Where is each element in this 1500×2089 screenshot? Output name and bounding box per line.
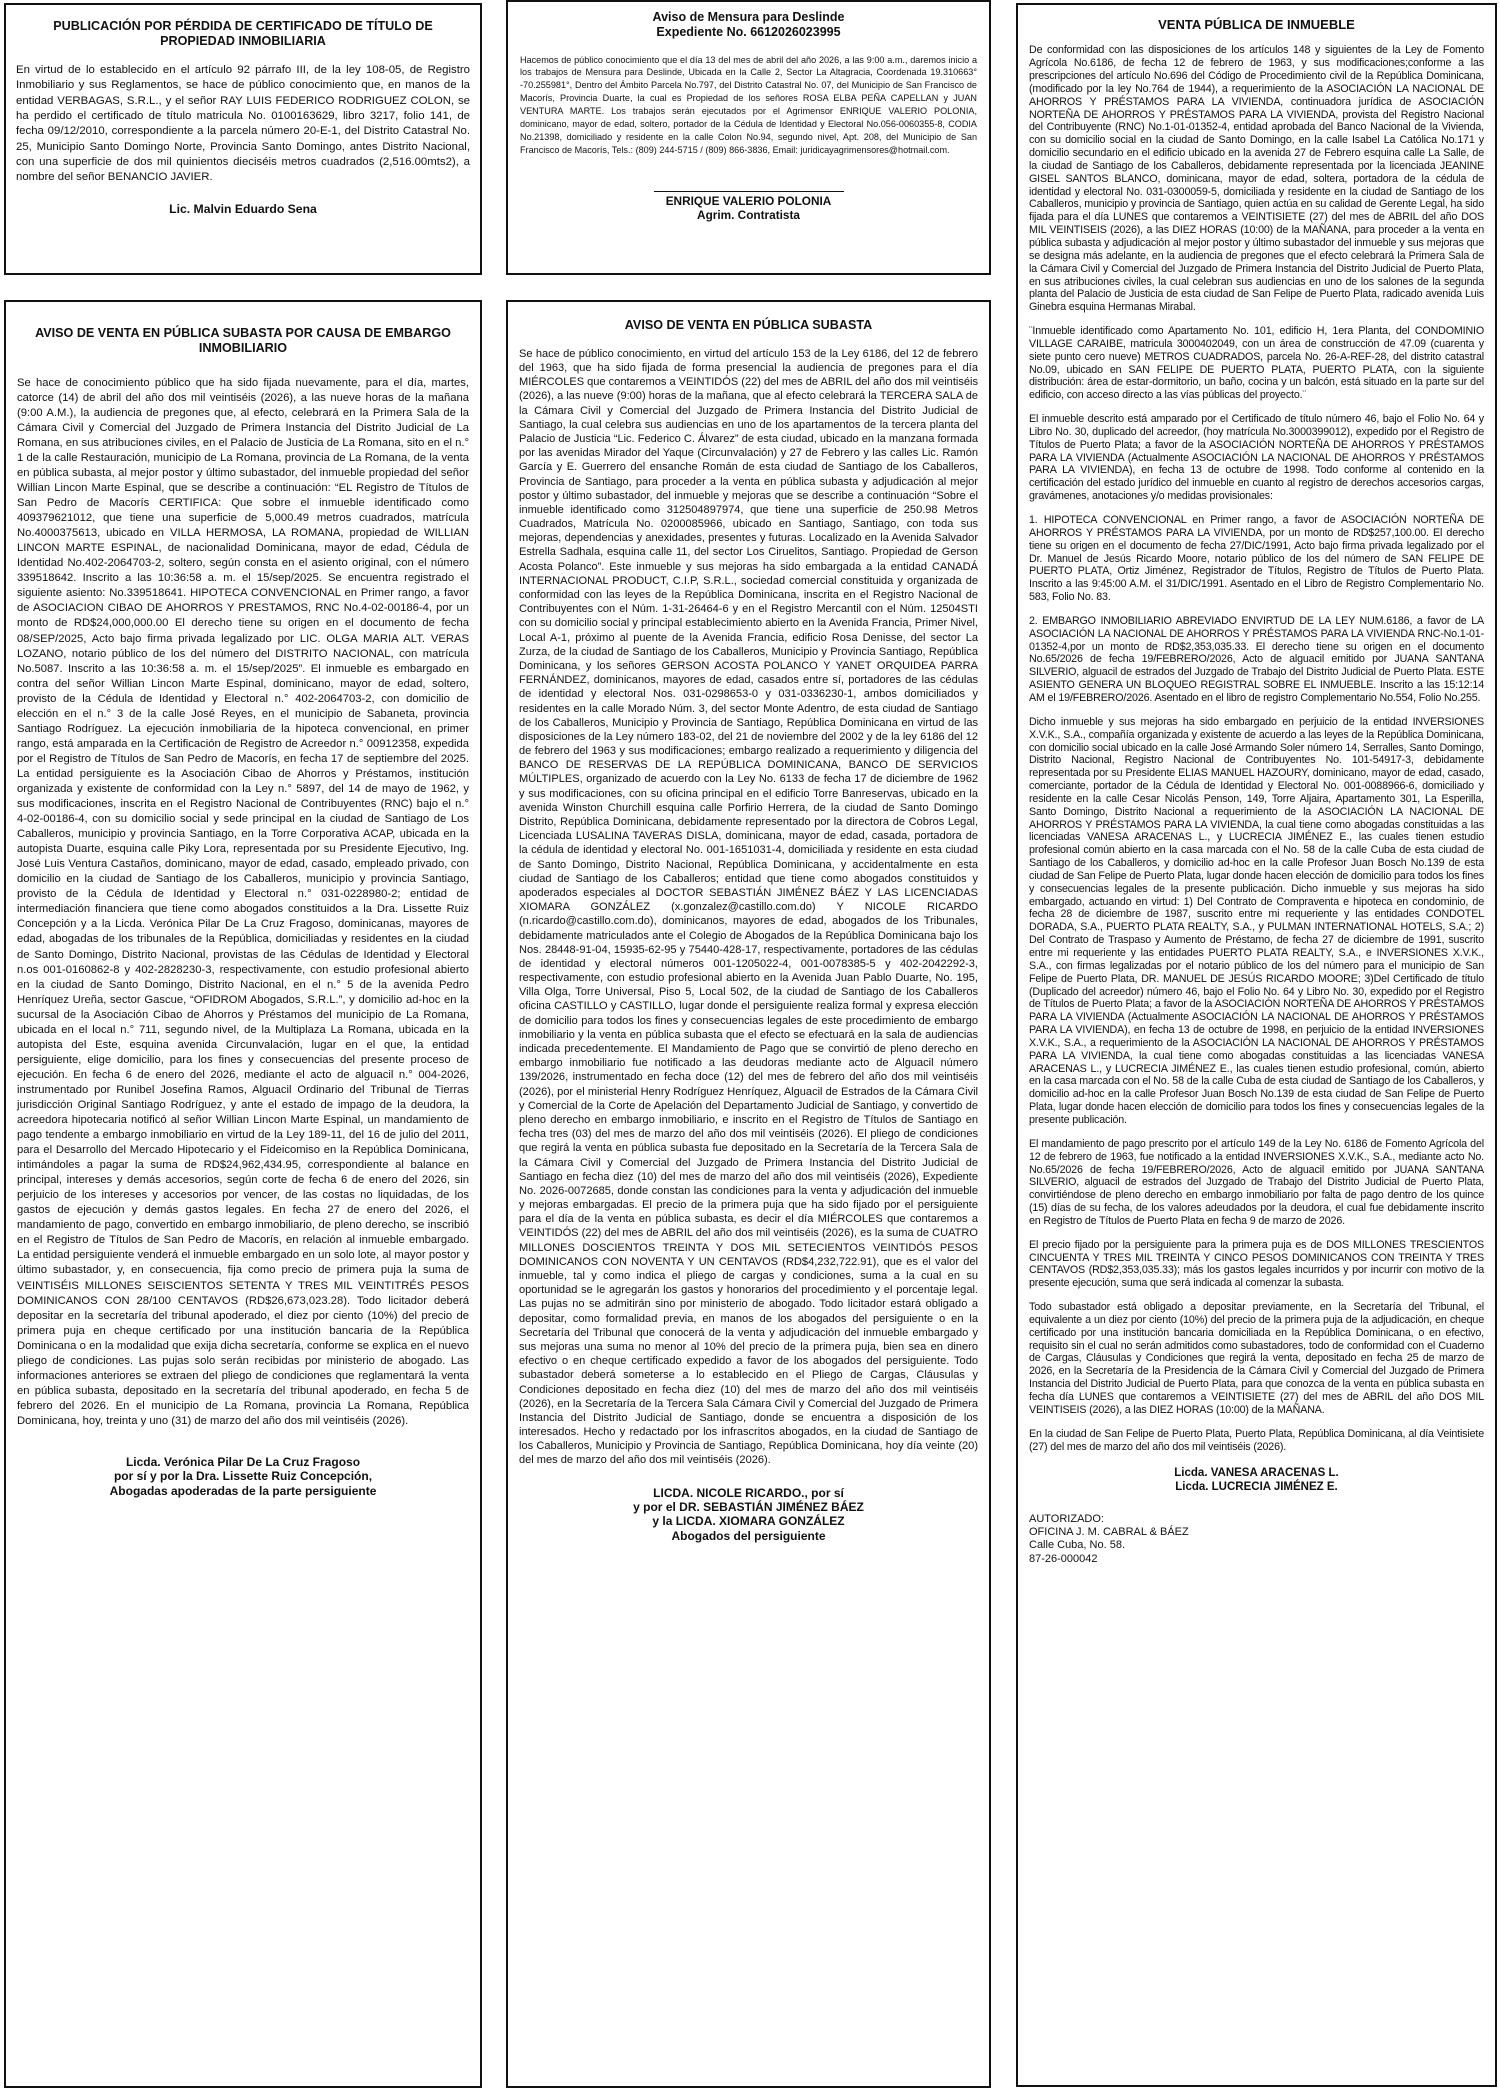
signature-name: Licda. VANESA ARACENAS L. <box>1174 1467 1339 1480</box>
notice-public-auction <box>506 300 991 2088</box>
paragraph: Todo subastador está obligado a depositar previamente, en la Secretaría del Tribunal, el equivalente a un diez por ciento (10%) del precio de la primera puja de la adjudicación, en cheque certificado por una institución bancaria domiciliada en la República Dominicana, o en efectivo, requisito sin el cual no serán admitidos como subastadores, todo de conformidad con el Cuaderno de Cargas, Cláusulas y Condiciones que regirá la venta, depositado en fecha 25 de marzo de 2026, en la Secretaría de la Presidencia de la Cámara Civil y Comercial del Juzgado de Primera Instancia del Distrito Judicial de Puerto Plata, para que conozca de la venta en pública subasta en fecha día LUNES que contaremos a VEINTISIETE (27) del mes de ABRIL del año DOS MIL VEINTISEIS (2026), a las DIEZ HORAS (10:00) de la MAÑANA. <box>1029 1301 1484 1416</box>
paragraph: 1. HIPOTECA CONVENCIONAL en Primer rango, a favor de ASOCIACIÓN NORTEÑA DE AHORROS Y PRÉSTAMOS PARA LA VIVIENDA, por un monto de RD$257,100.00. El derecho tiene su origen en el documento de fecha 27/DIC/1991, Acto bajo firma privada legalizado por el Dr. Manuel de Jesús Ricardo Moore, notario público de los del número de SAN FELIPE DE PUERTO PLATA, Ortiz Jiménez, Registrador de Títulos, Registro de Títulos de Puerto Plata. Inscrito a las 9:45:00 A.M. el 31/DIC/1991. Asentado en el Libro de Registro Complementario No. 583, Folio No. 83. <box>1029 514 1484 604</box>
signature: Lic. Malvin Eduardo Sena <box>169 201 317 216</box>
paragraph: ¨Inmueble identificado como Apartamento No. 101, edificio H, 1era Planta, del CONDOMINIO VILLAGE CARAIBE, matricula 3000402049, con un área de construcción de 47.09 (cuarenta y siete punto cero nueve) METROS CUADRADOS, parcela No. 26-A-REF-28, del distrito catastral No.09, ubicado en SAN FELIPE DE PUERTO PLATA, PUERTO PLATA, con la siguiente distribución: área de estar-dormitorio, un baño, cocina y un balcón, está situado en la parte sur del edificio, con acceso directo a las vías públicas del proyecto.¨ <box>1029 325 1484 402</box>
address-line: 87-26-000042 <box>1029 1552 1098 1565</box>
signature-line: y la LICDA. XIOMARA GONZÁLEZ <box>652 1514 845 1529</box>
notice-body: Se hace de conocimiento público que ha sido fijada nuevamente, para el día, martes, catorce (14) de abril del año dos mil veintiséis (2026), a las nueve horas de la mañana (9:00 A.M.), la audiencia de pregones que, al efecto, celebrará en la Primera Sala de la Cámara Civil y Comercial del Juzgado de Primera Instancia del Distrito Judicial de La Romana, en sus atribuciones civiles, en el Palacio de Justicia de La Romana, sito en el n.° 1 de la calle Restauración, municipio de La Romana, provincia de La Romana, de la venta en pública subasta, al mejor postor y último subastador, del inmueble propiedad del señor Willian Lincon Marte Espinal, que se describe a continuación: “EL Registro de Títulos de San Pedro de Macorís CERTIFICA: Que sobre el inmueble identificado como 409379621012, que tiene una superficie de 5,000.49 metros cuadrados, matrícula No.4000375613, ubicado en VILLA HERMOSA, LA ROMANA, propiedad de WILLIAN LINCON MARTE ESPINAL, de nacionalidad Dominicana, mayor de edad, Cédula de Identidad No.402-2064703-2, soltero, según consta en el asiento original, con el número 339518642. Inscrito a las 10:36:58 a. m. el 15/sep/2025. Se encuentra registrado el siguiente asiento: No.339518641. HIPOTECA CONVENCIONAL en Primer rango, a favor de ASOCIACION CIBAO DE AHORROS Y PRESTAMOS, RNC No.4-02-00186-4, por un monto de RD$24,000,000.00 El derecho tiene su origen en el documento de fecha 08/SEP/2025, Acto bajo firma privada legalizado por LIC. OLGA MARIA ALT. VERAS LOZANO, notario público de los del número del DISTRITO NACIONAL, con matrícula No.5087. Inscrito a las 10:36:58 a. m. el 15/sep/2025”. El inmueble es embargado en contra del señor Willian Lincon Marte Espinal, dominicano, mayor de edad, soltero, provisto de la Cédula de Identidad y Electoral n.° 402-2064703-2, con domicilio de elección en el n.° 3 de la calle José Reyes, en el municipio de Sabaneta, provincia Santiago Rodríguez. La ejecución inmobiliaria de la hipoteca convencional, en primer rango, está amparada en la Certificación de Registro de Acreedor n.° 00912358, expedida por el Registro de Títulos de San Pedro de Macorís, en fecha 17 de septiembre del 2025. La entidad persiguiente es la Asociación Cibao de Ahorros y Préstamos, institución organizada y existente de conformidad con la Ley n.° 5897, del 14 de mayo de 1962, y sus modificaciones, inscrita en el Registro Nacional de Contribuyentes (RNC) bajo el n.° 4-02-00186-4, con su domicilio social y sede principal en la ciudad de Santiago de Los Caballeros, municipio y provincia Santiago, en la Torre Corporativa ACAP, ubicada en la autopista Duarte, esquina calle Piky Lora, representada por su Presidente Ejecutivo, Ing. José Luis Ventura Castaños, dominicano, mayor de edad, casado, empleado privado, con domicilio en la ciudad de Santiago de los Caballeros, municipio y provincia Santiago, provisto de la Cédula de Identidad y Electoral n.° 031-0228980-2; entidad de intermediación financiera que tiene como abogados constituidos a la Dra. Lissette Ruiz Concepción y a la Licda. Verónica Pilar De La Cruz Fragoso, dominicanas, mayores de edad, abogadas de los tribunales de la República, domiciliadas y residentes en la ciudad de Santo Domingo, Distrito Nacional, provistas de las Cédulas de Identidad y Electoral n.os 001-0160862-8 y 402-2828230-3, respectivamente, con estudio profesional abierto en la ciudad de Santo Domingo, Distrito Nacional, en el n.° 5 de la avenida Pedro Henríquez Ureña, sector Gascue, “OFIDROM Abogados, S.R.L.”, y domicilio ad-hoc en la sucursal de la Asociación Cibao de Ahorros y Préstamos del municipio de La Romana, ubicada en el local n.° 711, segundo nivel, de la Multiplaza La Romana, ubicada en la autopista del Este, esquina avenida Circunvalación, lugar en el que, la entidad persiguiente, elige domicilio, para los fines y consecuencias del presente proceso de ejecución. En fecha 6 de enero del 2026, mediante el acto de alguacil n.° 004-2026, instrumentado por Runibel Josefina Ramos, Alguacil Ordinario del Tribunal de Tierras jurisdicción Original Santiago Rodríguez, y ante el estado de impago de la deudora, la acreedora hipotecaria notificó al señor Willian Lincon Marte Espinal, un mandamiento de pago tendente a embargo inmobiliario en virtud de la Ley 189-11, del 16 de julio del 2011, para el Desarrollo del Mercado Hipotecario y el Fideicomiso en la República Dominicana, intimándoles a pagar la suma de RD$24,962,434.95, correspondiente al balance en principal, intereses y demás accesorios, según corte de fecha 6 de enero del 2026, sin perjuicio de los intereses y accesorios por vencer, de las costas no liquidadas, de los gastos de ejecución y demás gastos legales. En fecha 27 de enero del 2026, el mandamiento de pago, convertido en embargo inmobiliario, de pleno derecho, se inscribió en el Registro de Títulos de San Pedro de Macorís, en relación al inmueble embargado. La entidad persiguiente venderá el inmueble embargado en un solo lote, al mayor postor y último subastador, y, en consecuencia, fija como precio de primera puja la suma de VEINTISÉIS MILLONES SEISCIENTOS SETENTA Y TRES MIL VEINTITRÉS PESOS DOMINICANOS CON 28/100 CENTAVOS (RD$26,673,023.28). Todo licitador deberá depositar en la secretaría del tribunal apoderado, el diez por ciento (10%) del precio de primera puja en cheque certificado por una institución bancaria de la República Dominicana o en la modalidad que exija dicha secretaría, conforme se explica en el nuevo pliego de condiciones. Las pujas solo serán recibidas por ministerio de abogado. Las informaciones anteriores se extraen del pliego de condiciones que reglamentará la venta en pública subasta, depositado en la secretaría del tribunal apoderado, en fecha 5 de febrero del 2026. En el municipio de La Romana, provincia La Romana, República Dominicana, hoy, treinta y uno (31) de marzo del año dos mil veintiséis (2026). <box>17 376 469 1427</box>
authorized-office <box>1029 1513 1484 1566</box>
notice-title: PUBLICACIÓN POR PÉRDIDA DE CERTIFICADO DE TÍTULO DE PROPIEDAD INMOBILIARIA <box>53 19 433 48</box>
notice-title <box>520 10 977 40</box>
signature-name: ENRIQUE VALERIO POLONIA <box>665 193 832 208</box>
paragraph: 2. EMBARGO INMOBILIARIO ABREVIADO ENVIRTUD DE LA LEY NUM.6186, a favor de LA ASOCIACIÓN LA NACIONAL DE AHORROS Y PRÉSTAMOS PARA LA VIVIENDA RNC-No.1-01-01352-4,por un monto de RD$2,353,035.33. El derecho tiene su origen en el documento No.65/2026 de fecha 19/FEBRERO/2026, Acto de alguacil emitido por JUANA SANTANA SILVERIO, alguacil de estrados del Juzgado de Trabajo del Distrito Judicial de Puerto Plata. ESTE ASIENTO GENERA UN BLOQUEO REGISTRAL SOBRE EL INMUEBLE. Inscrito a las 15:12:14 AM el 19/FEBRERO/2026. Asentado en el libro de registro Complementario No.554, Folio No.255. <box>1029 614 1484 704</box>
paragraph: De conformidad con las disposiciones de los artículos 148 y siguientes de la Ley de Fomento Agrícola No.6186, de fecha 12 de febrero de 1963, y sus modificaciones;conforme a las prescripciones del artículo No.696 del Código de Procedimiento civil de la República Dominicana, (modificado por la ley No.764 de 1944), a requerimiento de la ASOCIACIÓN LA NACIONAL DE AHORROS Y PRÉSTAMOS PARA LA VIVIENDA, continuadora jurídica de ASOCIACIÓN NORTEÑA DE AHORROS Y PRÉSTAMOS PARA LA VIVIENDA, provista del Registro Nacional del Contribuyente (RNC) No.1-01-01352-4, entidad aprobada del Banco Nacional de la Vivienda, con su domicilio social en la ciudad de Santo Domingo, en la calle Isabel La Católica No.171 y domicilio secundario en el edificio ubicado en la avenida 27 de Febrero esquina calle La Salle, de la ciudad de Santiago de los Caballeros, debidamente representada por la licenciada JEANINE GISEL SANTOS BLANCO, dominicana, mayor de edad, soltera, portadora de la cédula de identidad y electoral No. 031-0300059-5, domiciliada y residente en la ciudad de Santiago de los Caballeros, municipio y provincia de Santiago, quien actúa en su calidad de Gerente Legal, ha sido fijada para el día LUNES que contaremos a VEINTISIETE (27) del mes de ABRIL del año DOS MIL VEINTISEIS (2026), a las DIEZ HORAS (10:00) de la MAÑANA, para proceder a la venta en pública subasta y adjudicación al mejor postor y último subastador del inmueble y sus mejoras que se designa más adelante, en la audiencia de pregones que el efecto celebrará la Primera Sala de la Cámara Civil y Comercial del Juzgado de Primera Instancia del Distrito Judicial de Puerto Plata, en sus atribuciones civiles, la cual celebran sus audiencias en uno de los salones de la segunda planta del Palacio de Justicia de esta ciudad de San Felipe de Puerto Plata, radicado avenida Luis Ginebra esquina Hermanas Mirabal. <box>1029 44 1484 314</box>
notice-title-line: Aviso de Mensura para Deslinde <box>652 10 845 24</box>
paragraph: En la ciudad de San Felipe de Puerto Plata, Puerto Plata, República Dominicana, al día Veintisiete (27) del mes de marzo del año dos mil veintiséis (2026). <box>1029 1427 1484 1453</box>
signature-name: Licda. Verónica Pilar De La Cruz Fragoso <box>125 1455 361 1469</box>
notice-body: Hacemos de público conocimiento que el día 13 del mes de abril del año 2026, a las 9:00 a.m., daremos inicio a los trabajos de Mensura para Deslinde, Ubicada en la Calle 2, Sector La Altagracia, Coordenada 19.310663° -70.255981°, Dentro del Ámbito Parcela No.797, del Distrito Catastral No. 07, del Municipio de San Francisco de Macorís, Provincia Duarte, la cual es Propiedad de los señores ROSA ELBA PEÑA CAPELLAN y JUAN VENTURA MARTE. Los trabajos serán ejecutados por el Agrimensor ENRIQUE VALERIO POLONIA, dominicano, mayor de edad, soltero, portador de la Cédula de Identidad y Electoral No.056-0060355-8, CODIA No.21398, domiciliado y residente en la calle Colon No.94, segundo nivel, Apt. 208, del Municipio de San Francisco de Macorís, Tels.: (809) 244-5715 / (809) 866-3836, Email: juridicayagrimensores@hotmail.com. <box>520 54 977 155</box>
notice-body <box>1029 44 1484 1453</box>
notice-auction-foreclosure <box>4 300 482 2088</box>
notice-title: AVISO DE VENTA EN PÚBLICA SUBASTA <box>624 318 873 332</box>
notice-lost-title-certificate <box>4 3 482 275</box>
address-line: OFICINA J. M. CABRAL & BÁEZ <box>1029 1526 1189 1539</box>
address-line: AUTORIZADO: <box>1029 1512 1104 1525</box>
signature-line: Abogados del persiguiente <box>671 1528 826 1543</box>
notice-survey-boundary <box>506 0 991 275</box>
address-line: Calle Cuba, No. 58. <box>1029 1539 1125 1552</box>
signature-line: por sí y por la Dra. Lissette Ruiz Concepción, <box>113 1469 373 1484</box>
notice-title: VENTA PÚBLICA DE INMUEBLE <box>1158 17 1355 32</box>
notice-public-sale-property <box>1016 3 1497 2087</box>
signature-line: Abogadas apoderadas de la parte persiguiente <box>109 1483 377 1498</box>
paragraph: El precio fijado por la persiguiente para la primera puja es de DOS MILLONES TRESCIENTOS CINCUENTA Y TRES MIL TREINTA Y CINCO PESOS DOMINICANOS CON TREINTA Y TRES CENTAVOS (RD$2,353,035.33); más los gastos legales incurridos y por incurrir con motivo de la presente ejecución, suma que será indicada al comenzar la subasta. <box>1029 1238 1484 1290</box>
notice-body: Se hace de público conocimiento, en virtud del artículo 153 de la Ley 6186, del 12 de febrero del 1963, que ha sido fijada de forma presencial la audiencia de pregones para el día MIÉRCOLES que contaremos a VEINTIDÓS (22) del mes de ABRIL del año dos mil veintiséis (2026), a las nueve (9:00) horas de la mañana, que al efecto celebrará la TERCERA SALA de la Cámara Civil y Comercial del Juzgado de Primera Instancia del Distrito Judicial de Santiago, la cual celebra sus audiencias en uno de los apartamentos de la tercera planta del Palacio de Justicia “Lic. Federico C. Álvarez” de esta ciudad, ubicado en la manzana formada por las avenidas Mirador del Yaque (Circunvalación) y 27 de Febrero y las calles Lic. Ramón García y E. Guerrero del ensanche Román de esta ciudad de Santiago de los Caballeros, Provincia de Santiago, para proceder a la venta en pública subasta y adjudicación al mejor postor y último subastador, del inmueble y mejoras que se describe a continuación “Sobre el inmueble identificado como 312504897974, que tiene una superficie de 250.98 Metros Cuadrados, Matrícula No. 0200085966, ubicado en Santiago, Santiago, con toda sus mejoras, dependencias y anexidades, presentes y futuras. Localizado en la Avenida Salvador Estrella Sadhala, esquina calle 11, del sector Los Ciruelitos, Santiago. Propiedad de Gerson Acosta Polanco”. Este inmueble y sus mejoras ha sido embargada a la entidad CANADÁ INTERNACIONAL PRODUCT, C.I.P, S.R.L., sociedad comercial constituida y organizada de conformidad con las leyes de la República Dominicana, inscrita en el Registro Nacional de Contribuyentes con el Núm. 1-31-26464-6 y en el Registro Mercantil con el Núm. 12504STI con su domicilio social y principal establecimiento abierto en la Avenida Francia, Primer Nivel, Local A-1, próximo al puente de la Avenida Francia, edificio Rosa Denisse, del sector La Zurza, de la ciudad de Santiago de los Caballeros, Municipio y Provincia Santiago, República Dominicana, y los señores GERSON ACOSTA POLANCO Y YANET ORQUIDEA PARRA FERNÁNDEZ, dominicanos, mayores de edad, casados entre sí, portadores de las cédulas de identidad y electoral Nos. 031-0298653-0 y 031-0336230-1, ambos domiciliados y residentes en la calle Morado Núm. 3, del sector Monte Adentro, de esta ciudad de Santiago de los Caballeros, Municipio y Provincia de Santiago, República Dominicana en virtud de las disposiciones de la Ley número 183-02, del 21 de noviembre del 2002 y de la ley 6186 del 12 de febrero del 1963 y sus modificaciones; embargo realizado a requerimiento y diligencia del BANCO DE RESERVAS DE LA REPÚBLICA DOMINICANA, BANCO DE SERVICIOS MÚLTIPLES, organizado de acuerdo con la Ley No. 6133 de fecha 17 de diciembre de 1962 y sus modificaciones, con su oficina principal en el edificio Torre Banreservas, ubicado en la avenida Winston Churchill esquina calle Porfirio Herrera, de la ciudad de Santo Domingo Distrito, República Dominicana, debidamente representado por la directora de Cobros Legal, Licenciada LUSALINA TAVERAS DISLA, dominicana, mayor de edad, casada, portadora de la cédula de identidad y electoral No. 001-1651031-4, domiciliada y residente en esta ciudad de Santo Domingo, Distrito Nacional, República Dominicana, y accidentalmente en esta ciudad de Santiago de los Caballeros; entidad que tiene como abogados constituidos y apoderados especiales al DOCTOR SEBASTIÁN JIMÉNEZ BÁEZ Y LAS LICENCIADAS XIOMARA GONZÁLEZ (x.gonzalez@castillo.com.do) Y NICOLE RICARDO (n.ricardo@castillo.com.do), dominicanos, mayores de edad, abogados de los Tribunales, debidamente matriculados ante el Colegio de Abogados de la República Dominicana bajo los Nos. 28448-91-04, 15935-62-95 y 75440-428-17, respectivamente, portadores de las cédulas de identidad y electoral números 001-1205022-4, 001-0078385-5 y 402-2042292-3, respectivamente, con estudio profesional abierto en la Avenida Juan Pablo Duarte, No. 195, Villa Olga, Torre Universal, Piso 5, Local 502, de la ciudad de Santiago de los Caballeros oficina CASTILLO y CASTILLO, lugar donde el persiguiente realiza formal y expresa elección de domicilio para todos los fines y consecuencias legales de este procedimiento de embargo inmobiliario y la venta en pública subasta que el efecto se efectuará en la sala de audiencias indicada precedentemente. El Mandamiento de Pago que se convirtió de pleno derecho en embargo inmobiliario fue notificado a las deudoras mediante acto de Alguacil número 139/2026, instrumentado en fecha doce (12) del mes de febrero del año dos mil veintiséis (2026), por el ministerial Henry Rodríguez Henríquez, Alguacil de Estrados de la Cámara Civil y Comercial de la Corte de Apelación del Departamento Judicial de Santiago, y convertido de pleno derecho en embargo inmobiliario, e inscrito en el Registro de Títulos de Santiago en fecha tres (03) del mes de marzo del año dos mil veintiséis (2026). El pliego de condiciones que regirá la venta en pública subasta fue depositado en la Secretaría de la Tercera Sala de la Cámara Civil y Comercial del Juzgado de Primera Instancia del Distrito Judicial de Santiago en fecha diez (10) del mes de marzo del año dos mil veintiséis (2026), Expediente No. 2026-0072685, donde constan las condiciones para la venta y adjudicación del inmueble y mejoras embargadas. El precio de la primera puja que ha sido fijado por el persiguiente para el día de la venta en pública subasta, es decir el día MIÉRCOLES que contaremos a VEINTIDÓS (22) del mes de ABRIL del año dos mil veintiséis (2026), es la suma de CUATRO MILLONES DOSCIENTOS TREINTA Y DOS MIL SETECIENTOS VEINTIDÓS PESOS DOMINICANOS CON NOVENTA Y UN CENTAVOS (RD$4,232,722.91), que es el valor del inmueble, tal y como indica el pliego de cargas y condiciones, suma a la cual en su oportunidad se le agregarán los gastos y honorarios del procedimiento y el porcentaje legal. Las pujas no se admitirán sino por ministerio de abogado. Todo licitador estará obligado a depositar, como formalidad previa, en manos de los abogados del persiguiente o en la Secretaría del Tribunal que conocerá de la venta y adjudicación del inmueble embargado y sus mejoras una suma no menor al 10% del precio de la primera puja, bien sea en dinero efectivo o en cheque certificado expedido a favor de los abogados del persiguiente. Todo subastador deberá someterse a lo establecido en el Pliego de Cargas, Cláusulas y Condiciones depositado en fecha diez (10) del mes de marzo del año dos mil veintiséis (2026), en la Secretaría de la Tercera Sala Cámara Civil y Comercial del Juzgado de Primera Instancia del Distrito Judicial de Santiago, donde se encuentra a disposición de los interesados. Hecho y redactado por los infrascritos abogados, en la ciudad de Santiago de los Caballeros, Municipio y Provincia de Santiago, República Dominicana, hoy día veinte (20) del mes de marzo del año dos mil veintiséis (2026). <box>519 347 978 1467</box>
notice-file-number: Expediente No. 6612026023995 <box>656 24 841 39</box>
notice-body: En virtud de lo establecido en el artículo 92 párrafo III, de la ley 108-05, de Registro Inmobiliario y sus Reglamentos, se hace de público conocimiento que, en manos de la entidad VERBAGAS, S.R.L., y el señor RAY LUIS FEDERICO RODRIGUEZ COLON, se ha perdido el certificado de título matricula No. 0100163629, libro 3217, folio 141, de fecha 09/12/2010, correspondiente a la parcela número 20-E-1, del Distrito Catastral No. 25, Municipio Santo Domingo Norte, Provincia Santo Domingo, antes Distrito Nacional, con una superficie de dos mil quinientos dieciséis metros cuadrados (2,516.00mts2), a nombre del señor BENANCIO JAVIER. <box>16 63 470 184</box>
signature-line: y por el DR. SEBASTIÁN JIMÉNEZ BÁEZ <box>633 1500 864 1515</box>
paragraph: Dicho inmueble y sus mejoras ha sido embargado en perjuicio de la entidad INVERSIONES X.V.K., S.A., compañía organizada y existente de acuerdo a las leyes de la República Dominicana, con domicilio social ubicado en la calle José Armando Soler número 14, Serralles, Santo Domingo, Distrito Nacional, Registro Nacional de Contribuyentes No. 101-54917-3, debidamente representada por su Presidente ELIAS MANUEL HAZOURY, dominicano, mayor de edad, casado, comerciante, portador de la Cédula de Identidad y Electoral No. 001-0088966-6, domiciliado y residente en la calle Cesar Nicolás Penson, 149, Torre Aljaira, Apartamento 301, La Esperilla, Santo Domingo, Distrito Nacional a requerimiento de la ASOCIACIÓN LA NACIONAL DE AHORROS Y PRÉSTAMOS PARA LA VIVIENDA, la cual tiene como abogadas constituidas a las licenciadas VANESA ARACENAS L., y LUCRECIA JIMÉNEZ E., las cuales tienen estudio profesional común abierto en la casa marcada con el No. 58 de la calle Cuba de esta ciudad de Santiago de los Caballeros, y domicilio ad-hoc en la calle Profesor Juan Bosch No.139 de esta ciudad de San Felipe de Puerto Plata, lugar donde hacen elección de domicilio para todos los fines y consecuencias legales de la presente publicación. Dicho inmueble y sus mejoras ha sido embargado, actuando en virtud: 1) Del Contrato de Compraventa e hipoteca en condominio, de fecha 28 de diciembre de 1987, suscrito entre mi requeriente y las entidades CONDOTEL DORADA, S.A., PUERTO PLATA REALTY, S.A., y PULMAN INTERNATIONAL HOTELS, S.A.; 2) Del Contrato de Traspaso y Aumento de Préstamo, de fecha 27 de diciembre de 1991, suscrito entre mi requeriente y las entidades PUERTO PLATA REALTY, S.A., e INVERSIONES X.V.K., S.A., con firmas legalizadas por el notario público de los del número para el municipio de San Felipe de Puerto Plata, DR. MANUEL DE JESÚS RICARDO MOORE; 3)Del Certificado de título (Duplicado del acreedor) número 46, bajo el Folio No. 64 y Libro No. 30, expedido por el Registro de Títulos de Puerto Plata; a favor de la ASOCIACIÓN NORTEÑA DE AHORROS Y PRÉSTAMOS PARA LA VIVIENDA (Actualmente ASOCIACIÓN LA NACIONAL DE AHORROS Y PRÉSTAMOS PARA LA VIVIENDA), en fecha 13 de octubre de 1998, en perjuicio de la entidad INVERSIONES X.V.K., S.A., a requerimiento de la ASOCIACIÓN LA NACIONAL DE AHORROS Y PRÉSTAMOS PARA LA VIVIENDA, la cual tiene como abogadas constituidas a las licenciadas VANESA ARACENAS L., y LUCRECIA JIMÉNEZ E., las cuales tienen estudio profesional, común, abierto en la casa marcada con el No. 58 de la calle Cuba de esta ciudad de Santiago de los Caballeros, y domicilio ad-hoc en la calle Profesor Juan Bosch No.139 de esta ciudad de San Felipe de Puerto Plata, lugar donde hacen elección de domicilio para todos los fines y consecuencias legales de la presente publicación. <box>1029 715 1484 1126</box>
paragraph: El mandamiento de pago prescrito por el artículo 149 de la Ley No. 6186 de Fomento Agrícola del 12 de febrero de 1963, fue notificado a la entidad INVERSIONES X.V.K., S.A., mediante acto No. No.65/2026 de fecha 19/FEBRERO/2026, Acto de alguacil emitido por JUANA SANTANA SILVERIO, alguacil de estrados del Juzgado de Trabajo del Distrito Judicial de Puerto Plata, convirtiéndose de pleno derecho en embargo inmobiliario por falta de pago dentro de los quince (15) días de su fecha, de los valores adeudados por la deudora, el cual fue debidamente inscrito en Registro de Títulos de Puerto Plata en fecha 9 de marzo de 2026. <box>1029 1137 1484 1227</box>
notice-title: AVISO DE VENTA EN PÚBLICA SUBASTA POR CAUSA DE EMBARGO INMOBILIARIO <box>35 326 451 355</box>
signature-name: Licda. LUCRECIA JIMÉNEZ E. <box>1175 1481 1338 1494</box>
signature-line: LICDA. NICOLE RICARDO., por sí <box>653 1485 844 1500</box>
signature-role: Agrim. Contratista <box>697 207 800 222</box>
signature-rule <box>654 191 844 192</box>
paragraph: El inmueble descrito está amparado por el Certificado de título número 46, bajo el Folio No. 64 y Libro No. 30, duplicado del acreedor, (hoy matrícula No.3000399012), expedido por el Registro de Títulos de Puerto Plata; a favor de la ASOCIACIÓN NORTEÑA DE AHORROS Y PRÉSTAMOS PARA LA VIVIENDA (Actualmente ASOCIACIÓN LA NACIONAL DE AHORROS Y PRÉSTAMOS PARA LA VIVIENDA), en fecha 13 de octubre de 1998. Todo conforme al contenido en la certificación del estado jurídico del inmueble en cuanto al registro de derechos accesorios cargas, gravámenes, anotaciones y/o medidas provisionales: <box>1029 413 1484 503</box>
signature-block <box>520 191 977 222</box>
